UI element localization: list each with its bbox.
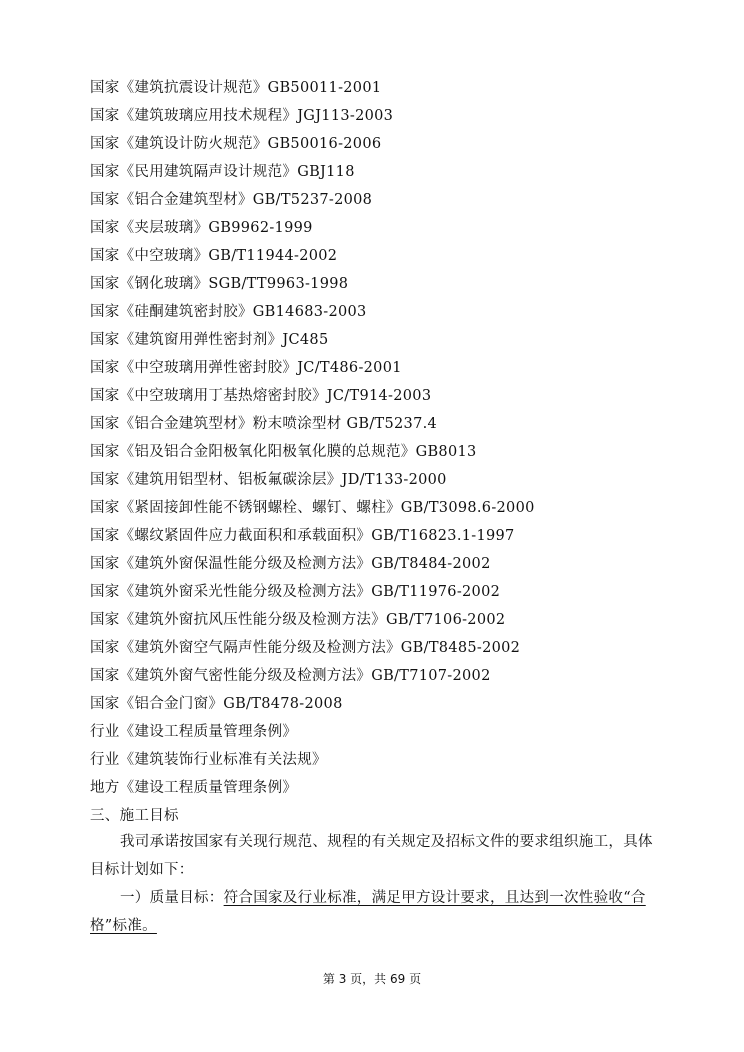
list-item: 国家《建筑外窗采光性能分级及检测方法》GB/T11976-2002 (90, 584, 501, 600)
list-item: 国家《钢化玻璃》SGB/TT9963-1998 (90, 276, 349, 292)
list-item: 国家《建筑外窗空气隔声性能分级及检测方法》GB/T8485-2002 (90, 640, 521, 656)
list-item: 地方《建设工程质量管理条例》 (90, 780, 298, 796)
list-item: 国家《铝合金门窗》GB/T8478-2008 (90, 696, 343, 712)
list-item: 国家《紧固接卸性能不锈钢螺栓、螺钉、螺柱》GB/T3098.6-2000 (90, 500, 535, 516)
list-item: 国家《建筑抗震设计规范》GB50011-2001 (90, 80, 382, 96)
paragraph-text: 我司承诺按国家有关现行规范、规程的有关规定及招标文件的要求组织施工，具体目标计划如下： (90, 834, 653, 878)
list-item: 行业《建设工程质量管理条例》 (90, 724, 298, 740)
list-item: 国家《建筑玻璃应用技术规程》JGJ113-2003 (90, 108, 394, 124)
list-item: 国家《夹层玻璃》GB9962-1999 (90, 220, 313, 236)
list-item: 行业《建筑装饰行业标准有关法规》 (90, 752, 327, 768)
list-item: 国家《建筑用铝型材、铝板氟碳涂层》JD/T133-2000 (90, 472, 447, 488)
list-item: 国家《中空玻璃用丁基热熔密封胶》JC/T914-2003 (90, 388, 432, 404)
list-item: 国家《建筑外窗抗风压性能分级及检测方法》GB/T7106-2002 (90, 612, 506, 628)
list-item: 国家《铝合金建筑型材》GB/T5237-2008 (90, 192, 373, 208)
quality-goal-text: 符合国家及行业标准，满足甲方设计要求，且达到一次性验收“合格”标准。 (90, 890, 646, 934)
list-item: 国家《铝合金建筑型材》粉末喷涂型材 GB/T5237.4 (90, 416, 438, 432)
list-item: 国家《铝及铝合金阳极氧化阳极氧化膜的总规范》GB8013 (90, 444, 477, 460)
paragraph-quality-goal (90, 884, 662, 940)
list-item: 国家《硅酮建筑密封胶》GB14683-2003 (90, 304, 367, 320)
paragraph-goals-intro (90, 828, 662, 884)
list-item: 国家《建筑外窗气密性能分级及检测方法》GB/T7107-2002 (90, 668, 491, 684)
quality-goal-label: 一）质量目标： (120, 890, 224, 906)
list-item: 国家《建筑设计防火规范》GB50016-2006 (90, 136, 382, 152)
section-heading: 三、施工目标 (90, 808, 179, 824)
list-item: 国家《民用建筑隔声设计规范》GBJ118 (90, 164, 355, 180)
standards-list (90, 74, 690, 830)
list-item: 国家《螺纹紧固件应力截面积和承载面积》GB/T16823.1-1997 (90, 528, 515, 544)
list-item: 国家《中空玻璃用弹性密封胶》JC/T486-2001 (90, 360, 402, 376)
page-footer: 第 3 页，共 69 页 (322, 972, 422, 986)
list-item: 国家《建筑窗用弹性密封剂》JC485 (90, 332, 329, 348)
list-item: 国家《中空玻璃》GB/T11944-2002 (90, 248, 338, 264)
list-item: 国家《建筑外窗保温性能分级及检测方法》GB/T8484-2002 (90, 556, 491, 572)
